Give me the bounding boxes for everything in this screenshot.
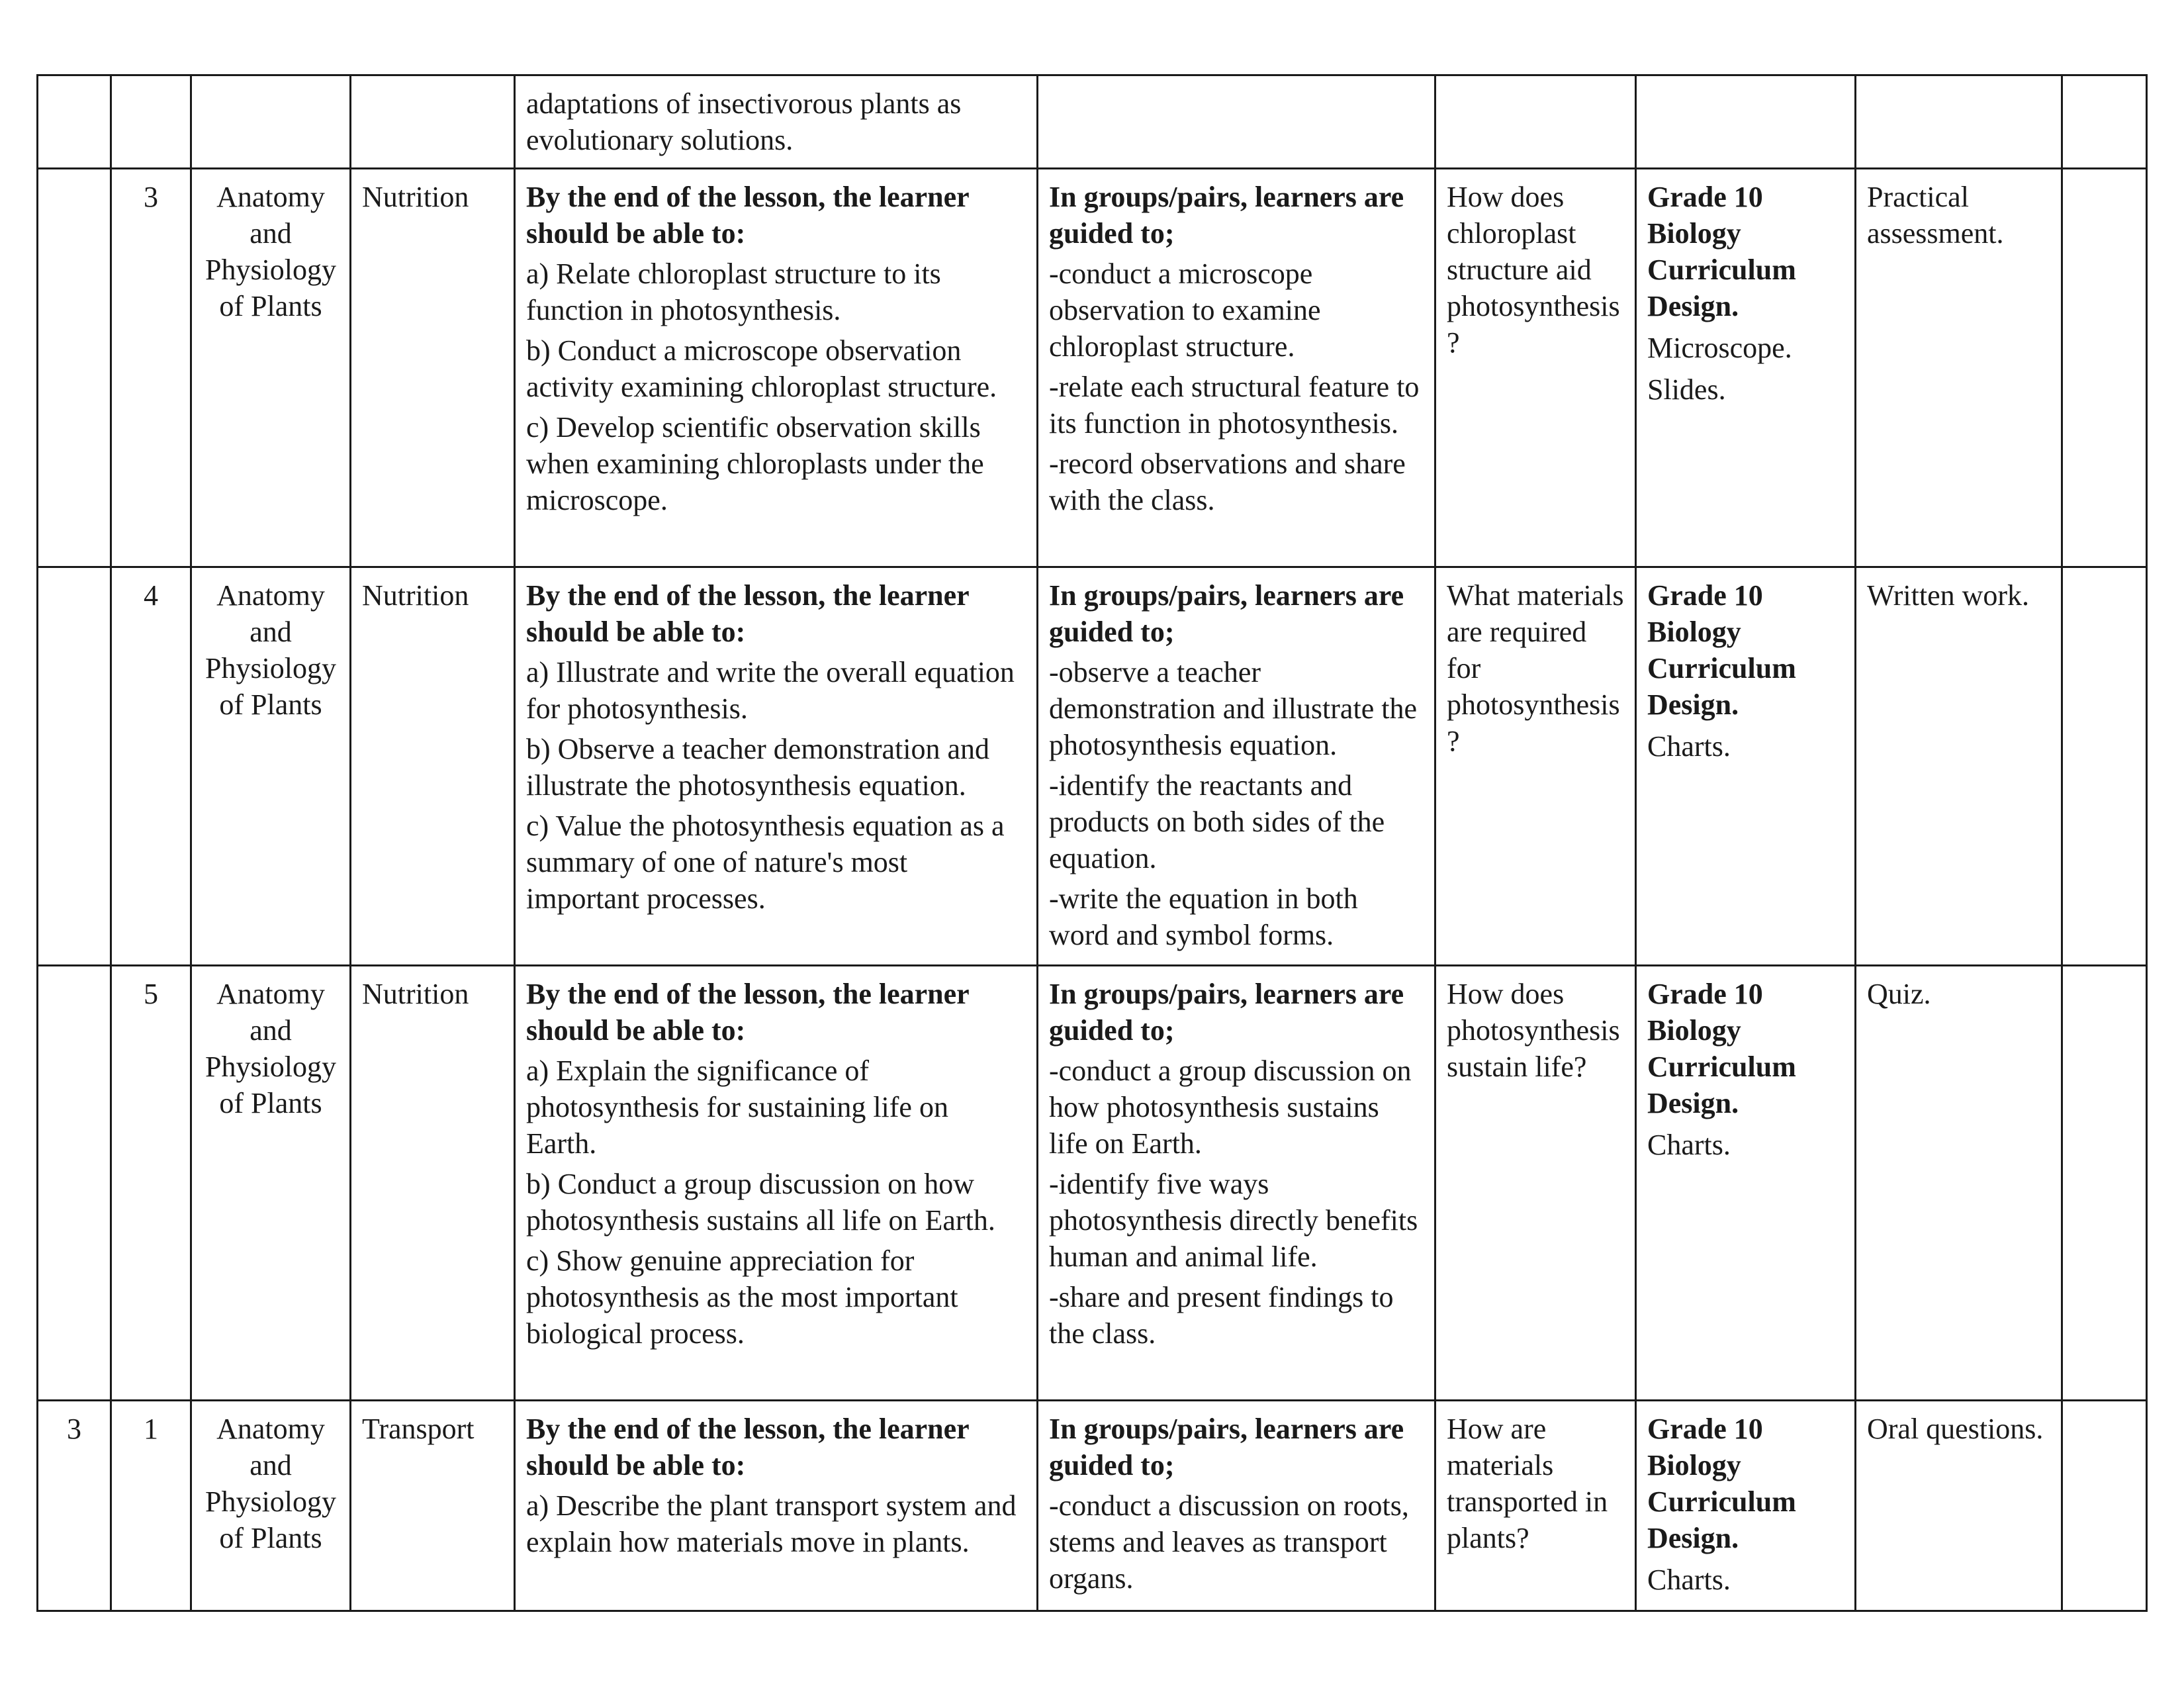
learning-outcomes-cell-item: a) Describe the plant transport system and explain how materials move in plants.: [526, 1489, 1017, 1558]
assessment-cell: [1856, 1401, 2062, 1611]
lesson-cell-text: 1: [144, 1413, 158, 1445]
scheme-of-work-table: [36, 74, 2148, 1612]
week-cell: [38, 966, 111, 1401]
learning-resources-cell: [1636, 75, 1856, 169]
lesson-cell: [111, 567, 191, 966]
learning-experiences-cell-item: -record observations and share with the class.: [1049, 447, 1406, 516]
substrand-cell: [351, 966, 515, 1401]
strand-cell-text: Anatomy and Physiology of Plants: [205, 181, 337, 322]
lesson-cell: [111, 966, 191, 1401]
learning-outcomes-cell-heading: By the end of the lesson, the learner should be able to:: [526, 978, 969, 1047]
assessment-cell-text: Oral questions.: [1867, 1413, 2044, 1445]
learning-outcomes-cell-item: c) Value the photosynthesis equation as a summary of one of nature's most important processes.: [526, 810, 1005, 915]
learning-experiences-cell-item: -conduct a microscope observation to examine chloroplast structure.: [1049, 258, 1321, 363]
strand-cell: [191, 169, 351, 567]
learning-outcomes-cell-item: a) Illustrate and write the overall equation for photosynthesis.: [526, 656, 1015, 725]
learning-outcomes-cell-item: adaptations of insectivorous plants as evolutionary solutions.: [526, 87, 962, 156]
table-body: [38, 75, 2147, 1611]
week-cell: [38, 567, 111, 966]
learning-experiences-cell: [1038, 567, 1435, 966]
learning-experiences-cell-item: -identify the reactants and products on both sides of the equation.: [1049, 769, 1385, 874]
table-row: [38, 75, 2147, 169]
learning-experiences-cell-item: -share and present findings to the class.: [1049, 1281, 1394, 1350]
learning-resources-cell-item: Charts.: [1647, 1129, 1731, 1161]
learning-experiences-cell: [1038, 1401, 1435, 1611]
key-inquiry-question-cell: [1435, 966, 1636, 1401]
learning-experiences-cell: [1038, 75, 1435, 169]
learning-outcomes-cell-item: b) Conduct a microscope observation activity examining chloroplast structure.: [526, 334, 997, 403]
table-row: [38, 966, 2147, 1401]
learning-experiences-cell-item: -conduct a discussion on roots, stems and leaves as transport organs.: [1049, 1489, 1409, 1595]
learning-outcomes-cell-item: c) Develop scientific observation skills when examining chloroplasts under the microscope.: [526, 411, 984, 516]
substrand-cell-text: Nutrition: [362, 978, 469, 1010]
remarks-cell: [2062, 1401, 2147, 1611]
learning-experiences-cell-item: -write the equation in both word and symbol forms.: [1049, 882, 1358, 951]
key-inquiry-question-cell-text: How does chloroplast structure aid photosynthesis?: [1447, 181, 1620, 359]
substrand-cell: [351, 567, 515, 966]
learning-outcomes-cell-heading: By the end of the lesson, the learner should be able to:: [526, 579, 969, 648]
strand-cell-text: Anatomy and Physiology of Plants: [205, 1413, 337, 1554]
learning-experiences-cell-item: -observe a teacher demonstration and illustrate the photosynthesis equation.: [1049, 656, 1417, 761]
learning-resources-cell-item: Microscope.: [1647, 332, 1792, 364]
learning-experiences-cell-heading: In groups/pairs, learners are guided to;: [1049, 579, 1404, 648]
learning-outcomes-cell-item: c) Show genuine appreciation for photosynthesis as the most important biological process.: [526, 1244, 958, 1350]
lesson-cell-text: 4: [144, 579, 158, 612]
remarks-cell: [2062, 567, 2147, 966]
learning-outcomes-cell-item: b) Observe a teacher demonstration and illustrate the photosynthesis equation.: [526, 733, 990, 802]
learning-resources-cell-heading: Grade 10 Biology Curriculum Design.: [1647, 978, 1796, 1119]
learning-experiences-cell-heading: In groups/pairs, learners are guided to;: [1049, 978, 1404, 1047]
lesson-cell: [111, 1401, 191, 1611]
learning-experiences-cell-item: -relate each structural feature to its function in photosynthesis.: [1049, 371, 1420, 440]
learning-outcomes-cell: [515, 75, 1038, 169]
assessment-cell-text: Quiz.: [1867, 978, 1931, 1010]
learning-resources-cell-item: Slides.: [1647, 373, 1726, 406]
key-inquiry-question-cell: [1435, 1401, 1636, 1611]
learning-outcomes-cell: [515, 169, 1038, 567]
learning-resources-cell-item: Charts.: [1647, 1564, 1731, 1596]
lesson-cell-text: 3: [144, 181, 158, 213]
learning-experiences-cell-item: -identify five ways photosynthesis directly benefits human and animal life.: [1049, 1168, 1418, 1273]
strand-cell: [191, 567, 351, 966]
remarks-cell: [2062, 75, 2147, 169]
learning-resources-cell: [1636, 169, 1856, 567]
remarks-cell: [2062, 966, 2147, 1401]
remarks-cell: [2062, 169, 2147, 567]
substrand-cell-text: Transport: [362, 1413, 475, 1445]
assessment-cell: [1856, 567, 2062, 966]
table-row: [38, 169, 2147, 567]
key-inquiry-question-cell: [1435, 567, 1636, 966]
learning-experiences-cell: [1038, 966, 1435, 1401]
assessment-cell: [1856, 966, 2062, 1401]
learning-resources-cell: [1636, 567, 1856, 966]
lesson-cell: [111, 169, 191, 567]
learning-outcomes-cell: [515, 1401, 1038, 1611]
learning-outcomes-cell: [515, 966, 1038, 1401]
assessment-cell-text: Practical assessment.: [1867, 181, 2004, 250]
learning-outcomes-cell-item: a) Explain the significance of photosynthesis for sustaining life on Earth.: [526, 1055, 948, 1160]
week-cell: [38, 75, 111, 169]
key-inquiry-question-cell: [1435, 169, 1636, 567]
week-cell-text: 3: [67, 1413, 81, 1445]
strand-cell: [191, 1401, 351, 1611]
learning-experiences-cell-item: -conduct a group discussion on how photosynthesis sustains life on Earth.: [1049, 1055, 1412, 1160]
learning-resources-cell-heading: Grade 10 Biology Curriculum Design.: [1647, 579, 1796, 721]
strand-cell-text: Anatomy and Physiology of Plants: [205, 978, 337, 1119]
substrand-cell-text: Nutrition: [362, 579, 469, 612]
learning-outcomes-cell-heading: By the end of the lesson, the learner should be able to:: [526, 181, 969, 250]
learning-experiences-cell: [1038, 169, 1435, 567]
learning-outcomes-cell-item: a) Relate chloroplast structure to its function in photosynthesis.: [526, 258, 941, 326]
learning-outcomes-cell: [515, 567, 1038, 966]
assessment-cell: [1856, 75, 2062, 169]
learning-resources-cell-heading: Grade 10 Biology Curriculum Design.: [1647, 1413, 1796, 1554]
learning-experiences-cell-heading: In groups/pairs, learners are guided to;: [1049, 1413, 1404, 1481]
learning-resources-cell: [1636, 966, 1856, 1401]
table-row: [38, 567, 2147, 966]
strand-cell: [191, 75, 351, 169]
key-inquiry-question-cell: [1435, 75, 1636, 169]
lesson-cell: [111, 75, 191, 169]
assessment-cell: [1856, 169, 2062, 567]
key-inquiry-question-cell-text: What materials are required for photosynthesis?: [1447, 579, 1624, 757]
learning-outcomes-cell-heading: By the end of the lesson, the learner should be able to:: [526, 1413, 969, 1481]
strand-cell: [191, 966, 351, 1401]
learning-resources-cell-item: Charts.: [1647, 730, 1731, 763]
strand-cell-text: Anatomy and Physiology of Plants: [205, 579, 337, 721]
learning-experiences-cell-heading: In groups/pairs, learners are guided to;: [1049, 181, 1404, 250]
substrand-cell: [351, 169, 515, 567]
key-inquiry-question-cell-text: How does photosynthesis sustain life?: [1447, 978, 1620, 1083]
week-cell: [38, 1401, 111, 1611]
lesson-cell-text: 5: [144, 978, 158, 1010]
learning-outcomes-cell-item: b) Conduct a group discussion on how photosynthesis sustains all life on Earth.: [526, 1168, 995, 1237]
table-row: [38, 1401, 2147, 1611]
assessment-cell-text: Written work.: [1867, 579, 2030, 612]
week-cell: [38, 169, 111, 567]
key-inquiry-question-cell-text: How are materials transported in plants?: [1447, 1413, 1608, 1554]
substrand-cell: [351, 75, 515, 169]
substrand-cell: [351, 1401, 515, 1611]
substrand-cell-text: Nutrition: [362, 181, 469, 213]
learning-resources-cell: [1636, 1401, 1856, 1611]
learning-resources-cell-heading: Grade 10 Biology Curriculum Design.: [1647, 181, 1796, 322]
